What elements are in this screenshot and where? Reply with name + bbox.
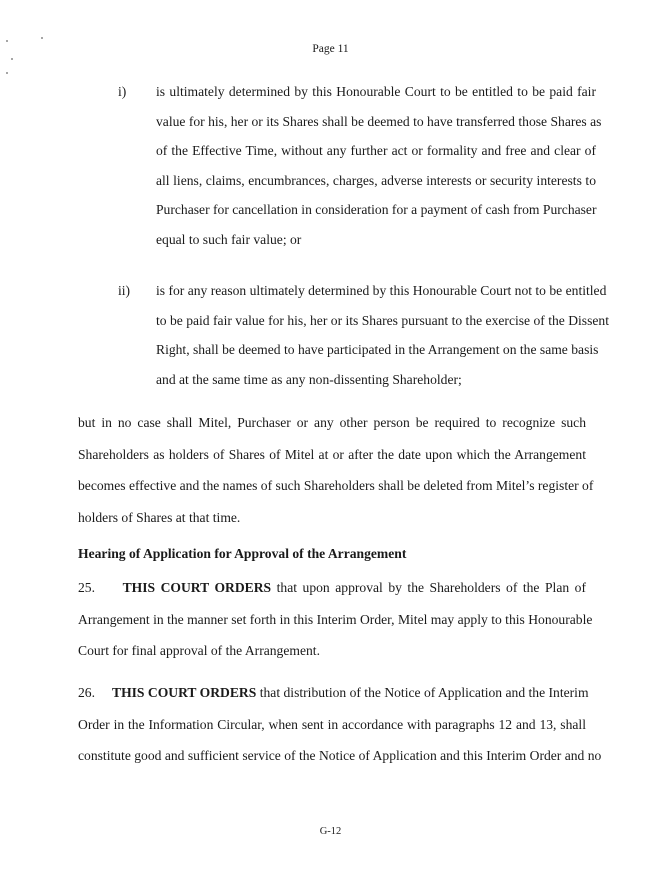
- text-line: Purchaser for cancellation in consideration for a payment of cash from Purchaser: [156, 202, 597, 217]
- text-line: Right, shall be deemed to have participated in the Arrangement on the same basis: [156, 342, 599, 357]
- scan-speck: [6, 40, 8, 42]
- text-line: of the Effective Time, without any further act or formality and free and clear of: [156, 143, 596, 158]
- section-heading: Hearing of Application for Approval of the Arrangement: [78, 546, 407, 561]
- paragraph-number: 25.: [78, 580, 95, 595]
- bold-lead: THIS COURT ORDERS: [112, 685, 257, 700]
- text-line: Court for final approval of the Arrangement.: [78, 643, 320, 658]
- list-item-text: [156, 276, 609, 394]
- bold-lead: THIS COURT ORDERS: [122, 580, 272, 595]
- text-line: but in no case shall Mitel, Purchaser or any other person be required to recognize such: [78, 415, 586, 430]
- continuation-paragraph: [78, 407, 594, 533]
- page-header: Page 11: [312, 43, 349, 55]
- text-line: Order in the Information Circular, when sent in accordance with paragraphs 12 and 13, shall: [78, 716, 586, 732]
- text-line: holders of Shares at that time.: [78, 509, 241, 525]
- list-marker: ii): [118, 283, 131, 298]
- paragraph-number: 26.: [78, 685, 95, 700]
- paragraph-first-line: [78, 572, 586, 604]
- paragraph-26: [78, 677, 602, 772]
- paragraph-25: [78, 572, 593, 667]
- text-line: Shareholders as holders of Shares of Mitel at or after the date upon which the Arrangement: [78, 446, 586, 462]
- scan-speck: [41, 37, 43, 39]
- page-footer: G-12: [319, 826, 342, 837]
- text-line: all liens, claims, encumbrances, charges, adverse interests or security interests to: [156, 172, 596, 188]
- text-line: is for any reason ultimately determined by this Honourable Court not to be entitled: [156, 283, 607, 298]
- text-line: is ultimately determined by this Honourable Court to be entitled to be paid fair: [156, 84, 596, 99]
- text-line: constitute good and sufficient service of the Notice of Application and this Interim Order and no: [78, 748, 602, 763]
- first-line-rest: that distribution of the Notice of Application and the Interim: [259, 685, 589, 700]
- first-line-rest: that upon approval by the Shareholders of the Plan of: [276, 580, 586, 595]
- text-line: equal to such fair value; or: [156, 231, 302, 247]
- list-item-text: [156, 77, 602, 254]
- text-line: becomes effective and the names of such Shareholders shall be deleted from Mitel’s register of: [78, 478, 594, 493]
- scan-speck: [6, 72, 8, 74]
- paragraph-first-line: [78, 677, 589, 709]
- text-line: and at the same time as any non-dissenting Shareholder;: [156, 371, 462, 387]
- text-line: to be paid fair value for his, her or its Shares pursuant to the exercise of the Dissent: [156, 312, 609, 328]
- scan-speck: [11, 58, 13, 60]
- list-marker: i): [118, 84, 127, 99]
- text-line: Arrangement in the manner set forth in this Interim Order, Mitel may apply to this Honourable: [78, 611, 593, 627]
- text-line: value for his, her or its Shares shall be deemed to have transferred those Shares as: [156, 113, 602, 129]
